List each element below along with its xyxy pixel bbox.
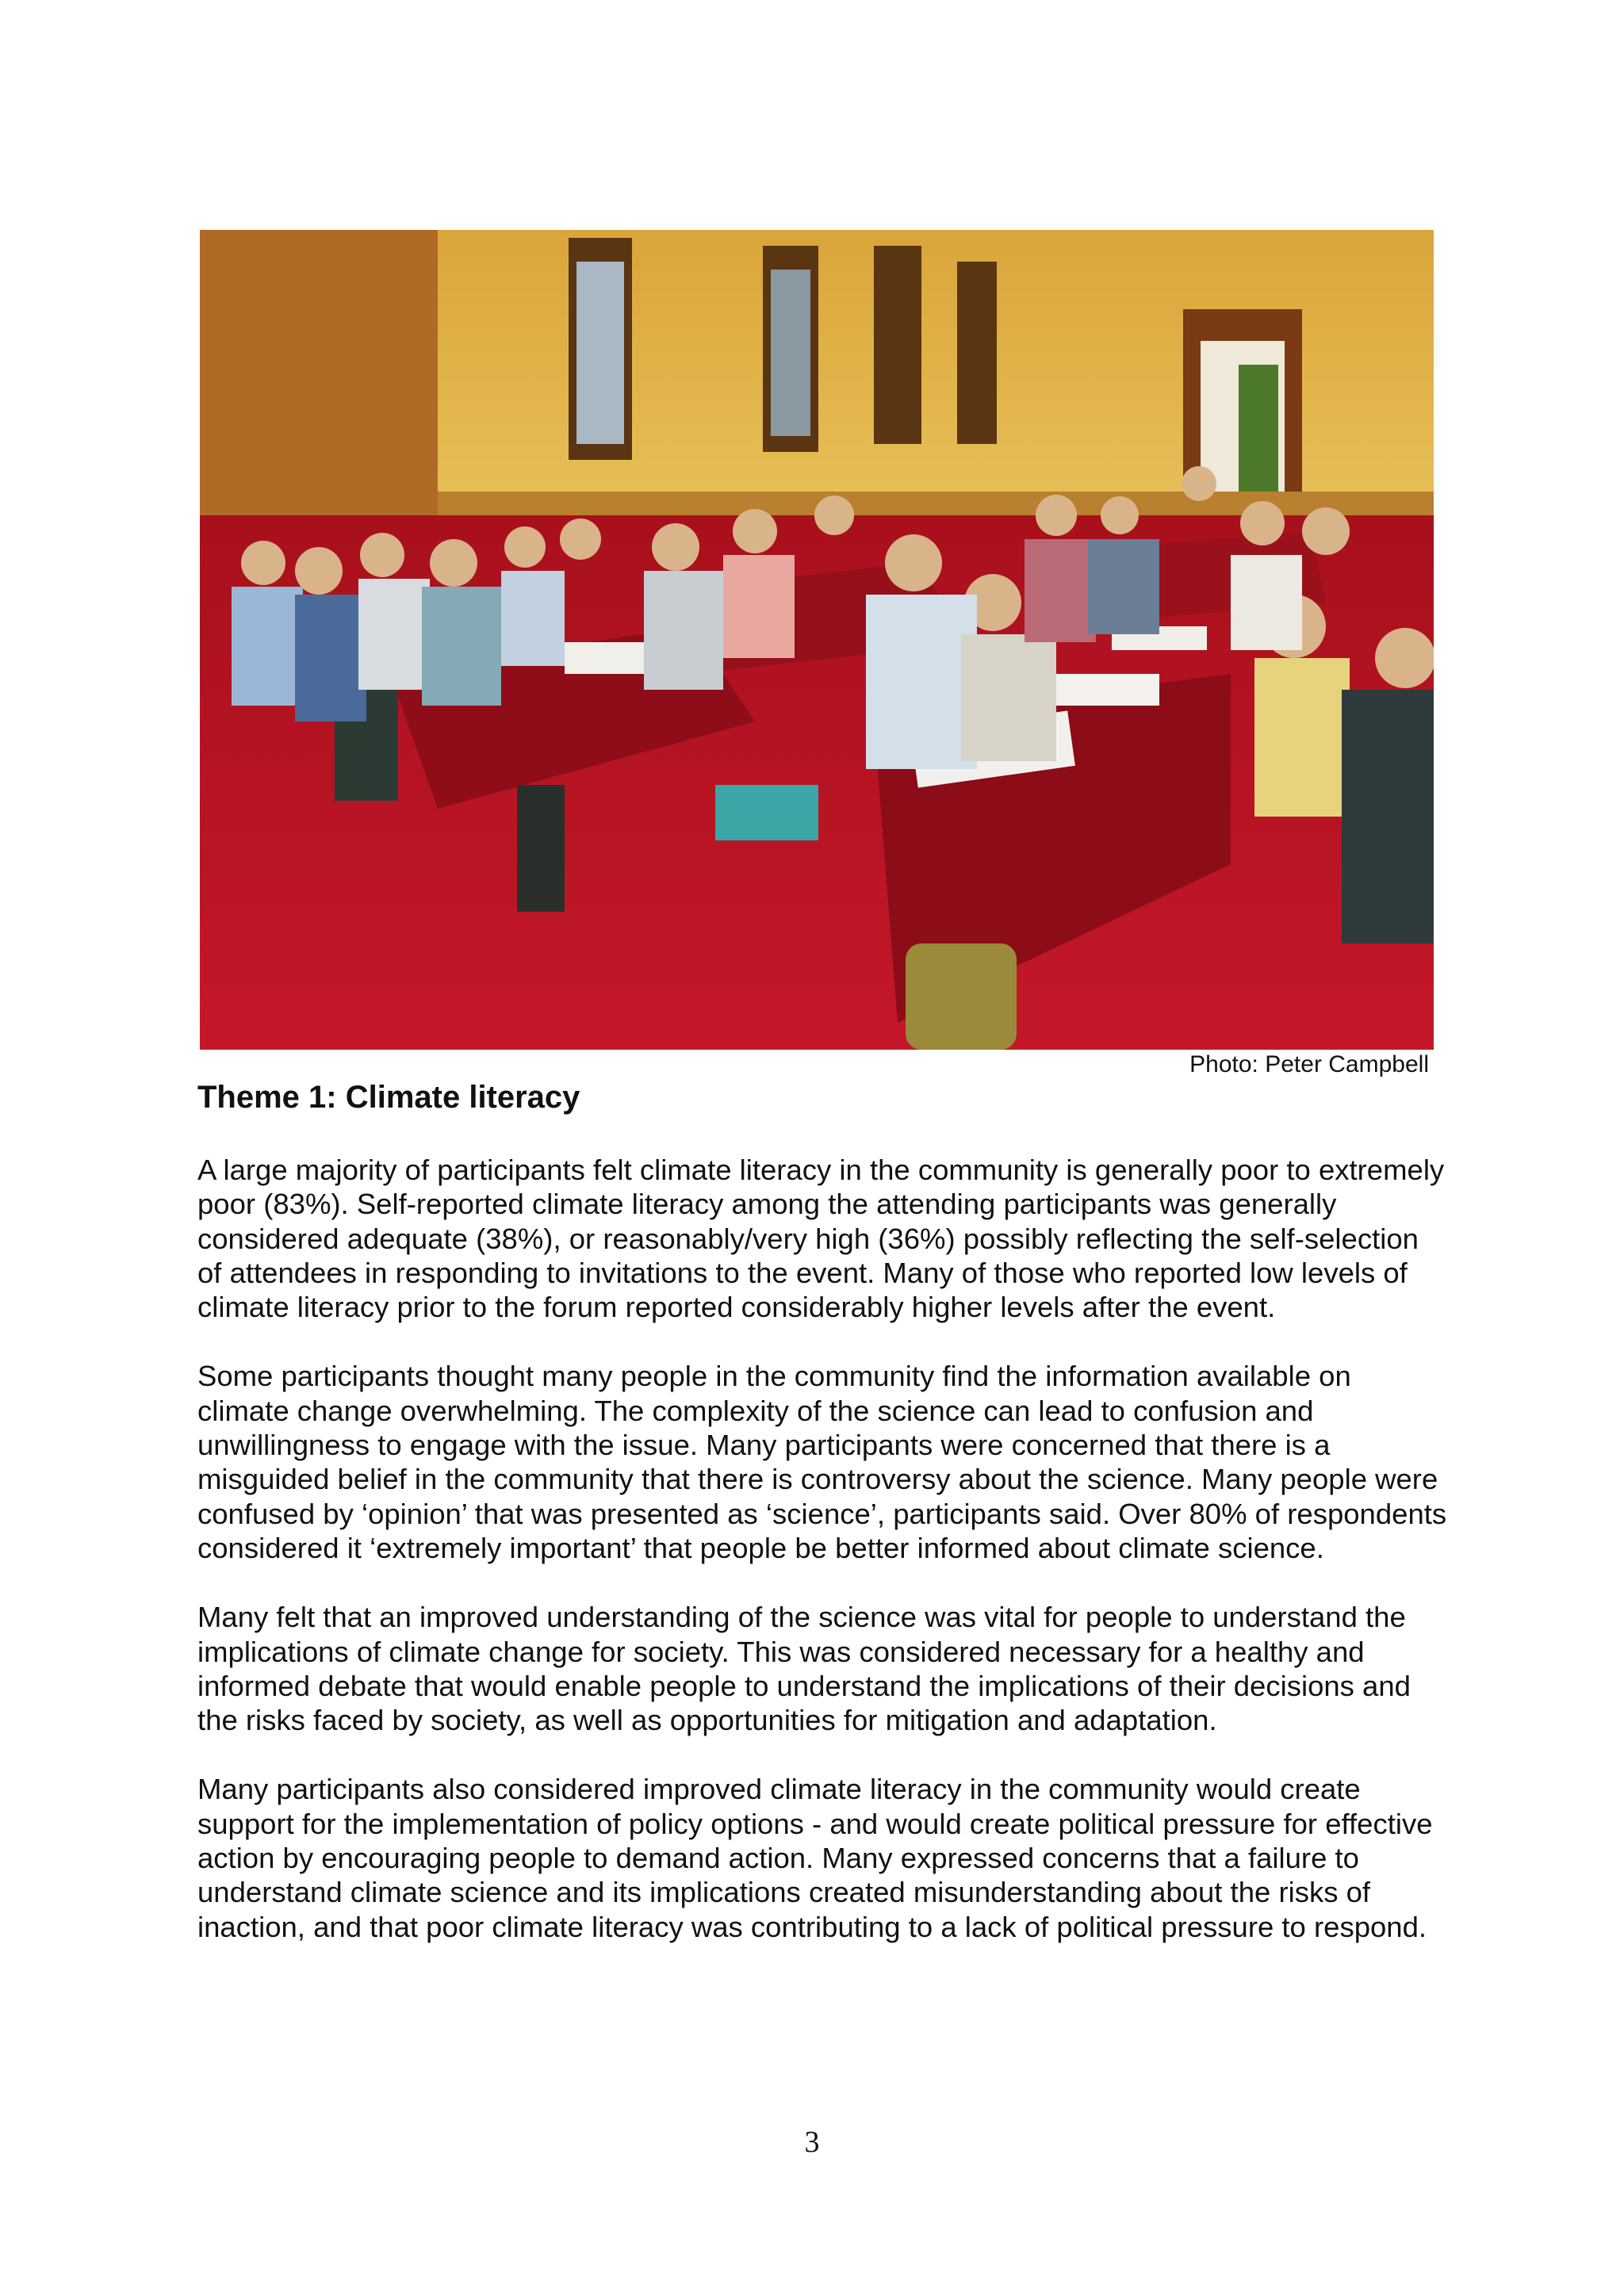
conference-photo [200,230,1434,1050]
body-text [197,1153,1450,1979]
paragraph: Some participants thought many people in the community find the information available on climate change overwhelming. The complexity of the science can lead to confusion and unwillingness to engage with the issue. Many participants were concerned that there is a misguided belief in the community that there is controversy about the science. Many people were confused by ‘opinion’ that was presented as ‘science’, participants said. Over 80% of respondents considered it ‘extremely important’ that people be better informed about climate science. [197,1360,1447,1564]
conference-photo-illustration [200,230,1434,1050]
paragraph: Many participants also considered improved climate literacy in the community would create support for the implementation of policy options - and would create political pressure for effective action by encouraging people to demand action. Many expressed concerns that a failure to understand climate science and its implications created misunderstanding about the risks of inaction, and that poor climate literacy was contributing to a lack of political pressure to respond. [197,1773,1433,1943]
page-number: 3 [804,2126,820,2159]
paragraph: Many felt that an improved understanding of the science was vital for people to understand the implications of climate change for society. This was considered necessary for a healthy and informed debate that would enable people to understand the implications of their decisions and the risks faced by society, as well as opportunities for mitigation and adaptation. [197,1601,1411,1737]
paragraph: A large majority of participants felt climate literacy in the community is generally poor to extremely poor (83%). Self-reported climate literacy among the attending participants was generally considered adequate (38%), or reasonably/very high (36%) possibly reflecting the self-selection of attendees in responding to invitations to the event. Many of those who reported low levels of climate literacy prior to the forum reported considerably higher levels after the event. [197,1154,1445,1324]
photo-credit: Photo: Peter Campbell [1189,1051,1429,1077]
section-heading: Theme 1: Climate literacy [197,1080,580,1115]
